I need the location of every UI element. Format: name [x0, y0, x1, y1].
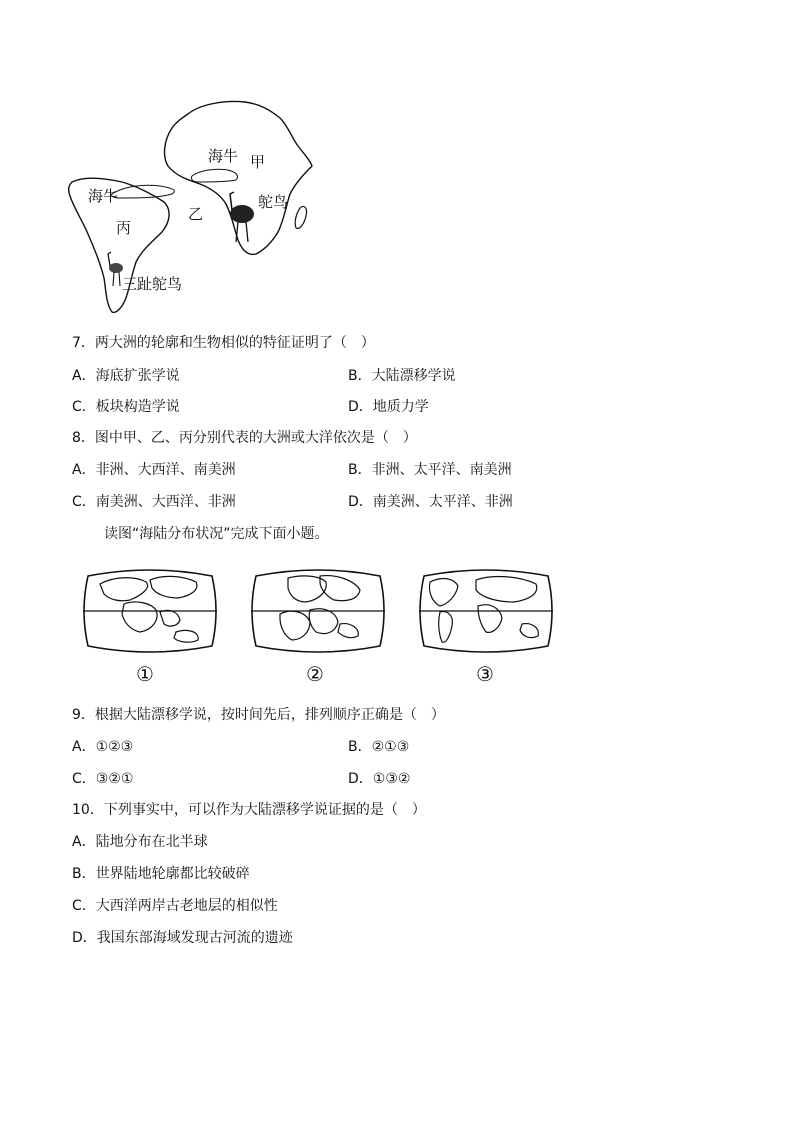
map-1-label: ① — [136, 662, 154, 686]
q8-option-a[interactable]: A．非洲、大西洋、南美洲 — [72, 462, 236, 478]
map-2 — [248, 566, 388, 656]
q10-option-d[interactable]: D．我国东部海域发现古河流的遗迹 — [72, 930, 293, 946]
madagascar-outline — [295, 206, 306, 228]
q10-option-b[interactable]: B．世界陆地轮廓都比较破碎 — [72, 866, 250, 882]
ostrich-icon — [230, 192, 254, 242]
map-3 — [416, 566, 556, 656]
continents-figure — [60, 90, 320, 320]
q8-option-d[interactable]: D．南美洲、太平洋、非洲 — [348, 494, 513, 510]
figure2-intro: 读图“海陆分布状况”完成下面小题。 — [104, 526, 329, 542]
label-hainiu-africa: 海牛 — [208, 147, 239, 165]
q9-option-d[interactable]: D．①③② — [348, 771, 411, 787]
q8-option-b[interactable]: B．非洲、太平洋、南美洲 — [348, 462, 512, 478]
q8-option-c[interactable]: C．南美洲、大西洋、非洲 — [72, 494, 236, 510]
q8-stem: 8．图中甲、乙、丙分别代表的大洲或大洋依次是（ ） — [72, 430, 417, 446]
q9-stem: 9．根据大陆漂移学说，按时间先后，排列顺序正确是（ ） — [72, 707, 445, 723]
q7-option-b[interactable]: B．大陆漂移学说 — [348, 368, 456, 384]
manatee-sa-icon — [111, 185, 174, 198]
q7-option-a[interactable]: A．海底扩张学说 — [72, 368, 180, 384]
q10-option-a[interactable]: A．陆地分布在北半球 — [72, 834, 208, 850]
q9-option-b[interactable]: B．②①③ — [348, 739, 410, 755]
q7-stem: 7．两大洲的轮廓和生物相似的特征证明了（ ） — [72, 335, 375, 351]
label-bing: 丙 — [116, 219, 132, 237]
q7-option-d[interactable]: D．地质力学 — [348, 399, 429, 415]
rhea-icon — [108, 252, 123, 286]
world-maps-figure — [80, 566, 560, 690]
label-tuoniao: 鸵鸟 — [258, 193, 289, 211]
map-3-label: ③ — [476, 662, 494, 686]
label-santuotuoniao: 三趾鸵鸟 — [122, 275, 183, 293]
q10-stem: 10．下列事实中，可以作为大陆漂移学说证据的是（ ） — [72, 802, 426, 818]
q7-option-c[interactable]: C．板块构造学说 — [72, 399, 180, 415]
map-1 — [80, 566, 220, 656]
q9-option-a[interactable]: A．①②③ — [72, 739, 134, 755]
map-2-label: ② — [306, 662, 324, 686]
q10-option-c[interactable]: C．大西洋两岸古老地层的相似性 — [72, 898, 278, 914]
label-yi: 乙 — [188, 205, 204, 223]
label-jia: 甲 — [250, 153, 266, 171]
manatee-africa-icon — [191, 169, 237, 182]
q9-option-c[interactable]: C．③②① — [72, 771, 134, 787]
label-hainiu-sa: 海牛 — [88, 187, 119, 205]
africa-outline — [165, 102, 312, 255]
